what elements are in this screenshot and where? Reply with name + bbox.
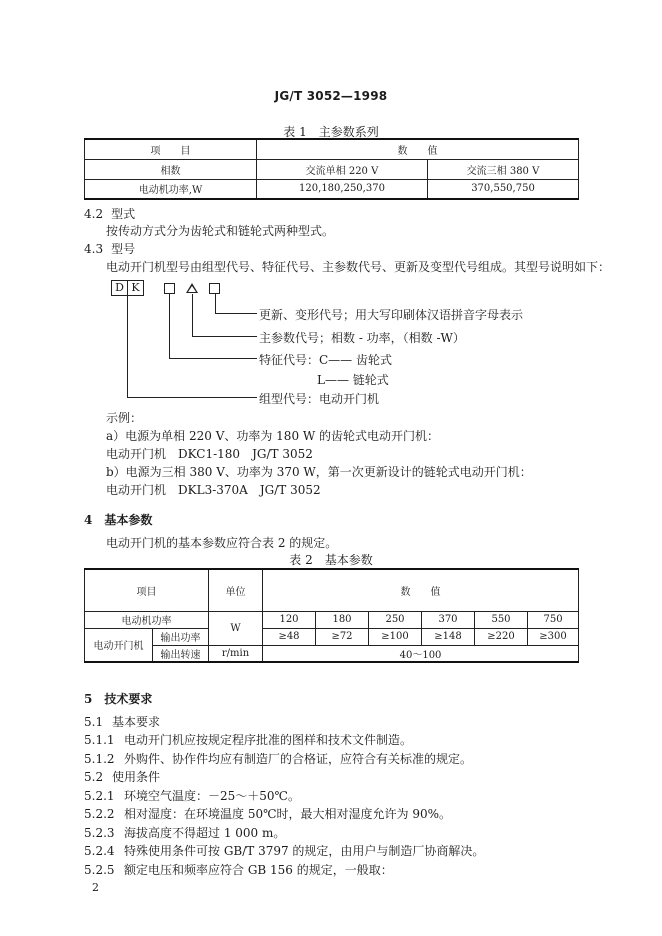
table1-row2-v2: 370,550,750 bbox=[428, 179, 579, 199]
table-row bbox=[85, 139, 579, 159]
clause-text: 额定电压和频率应符合 GB 156 的规定，一般取： bbox=[124, 863, 393, 877]
table1-row2-v1: 120,180,250,370 bbox=[257, 179, 428, 199]
leader-line bbox=[127, 397, 257, 398]
clause-number: 5.2 bbox=[84, 770, 104, 784]
example-b-model: DKL3-370A bbox=[178, 483, 248, 497]
clause-number: 5.1 bbox=[84, 715, 104, 729]
output-speed-unit: r/min bbox=[209, 645, 263, 662]
example-b-name: 电动开门机 bbox=[106, 483, 167, 497]
section-4-text: 电动开门机的基本参数应符合表 2 的规定。 bbox=[106, 536, 338, 550]
section-5-heading bbox=[84, 690, 152, 707]
output-power-value: ≥48 bbox=[263, 628, 316, 645]
clause-5-1-2 bbox=[84, 750, 472, 767]
table1-row1-v1: 交流单相 220 V bbox=[257, 159, 428, 179]
table2-header-item: 项目 bbox=[85, 569, 209, 611]
table2 bbox=[84, 568, 579, 663]
leader-line bbox=[127, 295, 128, 398]
clause-text: 电动开门机应按规定程序批准的图样和技术文件制造。 bbox=[124, 733, 413, 747]
motor-power-value: 550 bbox=[475, 611, 528, 628]
table1 bbox=[84, 138, 579, 200]
table-row bbox=[85, 628, 579, 645]
motor-power-value: 180 bbox=[316, 611, 369, 628]
table-row bbox=[85, 159, 579, 179]
output-speed-label: 输出转速 bbox=[153, 645, 209, 662]
section-number: 5 bbox=[84, 692, 93, 706]
clause-text: 基本要求 bbox=[112, 715, 161, 729]
update-code-label: 更新、变形代号；用大写印刷体汉语拼音字母表示 bbox=[259, 308, 524, 322]
leader-line bbox=[215, 313, 257, 314]
clause-number: 5.2.3 bbox=[84, 826, 115, 840]
clause-number: 5.2.4 bbox=[84, 844, 115, 858]
section-4-2-heading bbox=[84, 205, 135, 222]
code-box-d: D bbox=[111, 280, 128, 296]
output-power-value: ≥220 bbox=[475, 628, 528, 645]
example-b-description: b）电源为三相 380 V、功率为 370 W，第一次更新设计的链轮式电动开门机： bbox=[106, 465, 532, 479]
example-a-model-line bbox=[106, 445, 313, 462]
table-row bbox=[85, 569, 579, 611]
leader-line bbox=[192, 336, 257, 337]
clause-5-2-2 bbox=[84, 805, 451, 822]
triangle-inner bbox=[188, 286, 196, 292]
table1-row1-v2: 交流三相 380 V bbox=[428, 159, 579, 179]
leader-line bbox=[215, 294, 216, 314]
example-a-description: a）电源为单相 220 V、功率为 180 W 的齿轮式电动开门机： bbox=[106, 429, 440, 443]
main-param-label: 主参数代号；相数 - 功率，（相数 -W） bbox=[259, 331, 465, 345]
clause-text: 相对湿度：在环境温度 50℃时，最大相对湿度允许为 90%。 bbox=[124, 807, 451, 821]
table2-caption: 表 2 基本参数 bbox=[289, 553, 373, 567]
table2-header-unit: 单位 bbox=[209, 569, 263, 611]
output-power-value: ≥100 bbox=[369, 628, 422, 645]
output-power-value: ≥300 bbox=[528, 628, 579, 645]
section-4-heading bbox=[84, 511, 152, 528]
clause-5-1-1 bbox=[84, 731, 412, 748]
section-4-2-text: 按传动方式分为齿轮式和链轮式两种型式。 bbox=[106, 224, 335, 238]
table-row bbox=[85, 179, 579, 199]
output-speed-value: 40～100 bbox=[263, 645, 579, 662]
section-4-3-heading bbox=[84, 240, 135, 257]
update-code-square bbox=[209, 283, 220, 294]
clause-number: 5.2.5 bbox=[84, 863, 115, 877]
example-a-model: DKC1-180 bbox=[178, 447, 241, 461]
section-title: 型号 bbox=[111, 242, 136, 256]
clause-number: 5.2.1 bbox=[84, 789, 115, 803]
clause-number: 5.1.2 bbox=[84, 752, 115, 766]
motor-power-value: 750 bbox=[528, 611, 579, 628]
clause-5-1 bbox=[84, 713, 160, 730]
group-code-label: 组型代号：电动开门机 bbox=[259, 392, 380, 406]
section-4-3-text: 电动开门机型号由组型代号、特征代号、主参数代号、更新及变型代号组成。其型号说明如下： bbox=[106, 260, 611, 274]
clause-5-2 bbox=[84, 768, 160, 785]
feature-code-square bbox=[164, 283, 175, 294]
page-number: 2 bbox=[92, 881, 99, 894]
example-a-standard: JG/T 3052 bbox=[252, 447, 313, 461]
clause-text: 使用条件 bbox=[112, 770, 161, 784]
clause-text: 特殊使用条件可按 GB/T 3797 的规定，由用户与制造厂协商解决。 bbox=[124, 844, 485, 858]
clause-text: 外购件、协作件均应有制造厂的合格证，应符合有关标准的规定。 bbox=[124, 752, 473, 766]
examples-heading: 示例： bbox=[106, 411, 143, 425]
motor-power-value: 370 bbox=[422, 611, 475, 628]
section-title: 基本参数 bbox=[104, 513, 153, 527]
leader-line bbox=[192, 294, 193, 337]
table1-caption: 表 1 主参数系列 bbox=[283, 125, 379, 139]
section-number: 4.3 bbox=[84, 242, 104, 256]
motor-power-unit: W bbox=[209, 611, 263, 645]
table-row bbox=[85, 611, 579, 628]
table2-header-value: 数 值 bbox=[263, 569, 579, 611]
section-number: 4.2 bbox=[84, 207, 104, 221]
motor-power-value: 250 bbox=[369, 611, 422, 628]
section-title: 型式 bbox=[111, 207, 136, 221]
section-title: 技术要求 bbox=[104, 692, 153, 706]
example-b-model-line bbox=[106, 481, 321, 498]
code-box-k: K bbox=[127, 280, 144, 296]
leader-line bbox=[169, 294, 170, 359]
motor-power-value: 120 bbox=[263, 611, 316, 628]
clause-5-2-1 bbox=[84, 787, 300, 804]
clause-text: 海拔高度不得超过 1 000 m。 bbox=[124, 826, 286, 840]
leader-line bbox=[169, 358, 257, 359]
clause-5-2-4 bbox=[84, 842, 484, 859]
clause-5-2-5 bbox=[84, 861, 393, 878]
table1-header-item: 项 目 bbox=[85, 139, 257, 159]
table1-row2-label: 电动机功率,W bbox=[85, 179, 257, 199]
table-row bbox=[85, 645, 579, 662]
section-number: 4 bbox=[84, 513, 93, 527]
feature-code-chain-label: L—— 链轮式 bbox=[317, 373, 389, 387]
output-power-label: 输出功率 bbox=[153, 628, 209, 645]
output-power-value: ≥72 bbox=[316, 628, 369, 645]
table1-row1-label: 相数 bbox=[85, 159, 257, 179]
clause-text: 环境空气温度：－25～＋50℃。 bbox=[124, 789, 300, 803]
clause-number: 5.1.1 bbox=[84, 733, 115, 747]
feature-code-label: 特征代号：C—— 齿轮式 bbox=[259, 353, 392, 367]
standard-code-header: JG/T 3052—1998 bbox=[274, 89, 388, 103]
table1-header-value: 数 值 bbox=[257, 139, 579, 159]
door-opener-label: 电动开门机 bbox=[85, 628, 153, 662]
example-a-name: 电动开门机 bbox=[106, 447, 167, 461]
clause-5-2-3 bbox=[84, 824, 285, 841]
clause-number: 5.2.2 bbox=[84, 807, 115, 821]
example-b-standard: JG/T 3052 bbox=[259, 483, 321, 497]
output-power-value: ≥148 bbox=[422, 628, 475, 645]
motor-power-label: 电动机功率 bbox=[85, 611, 209, 628]
